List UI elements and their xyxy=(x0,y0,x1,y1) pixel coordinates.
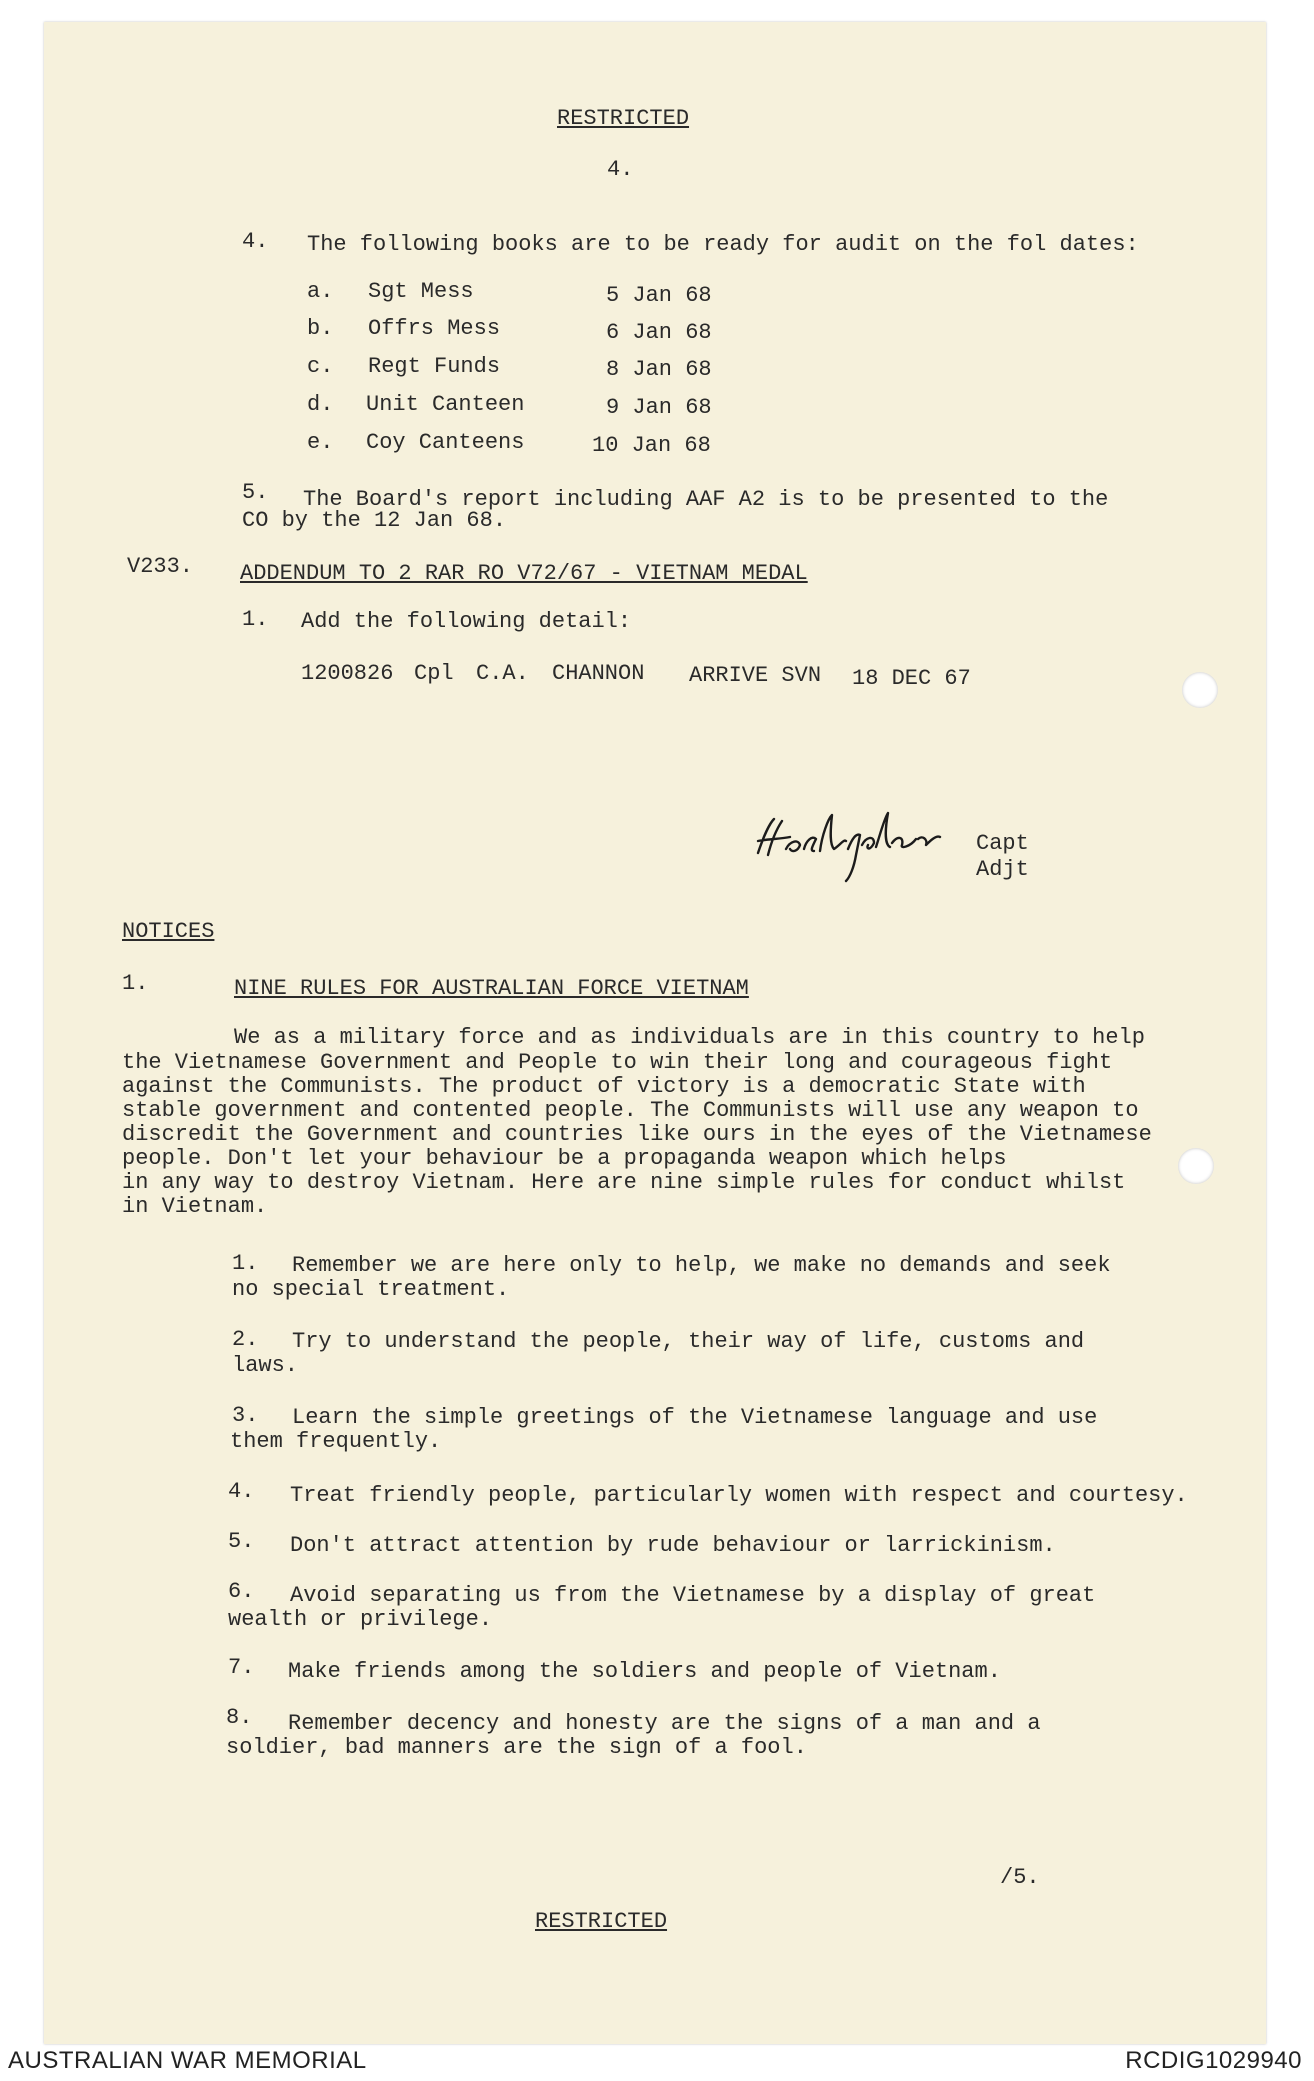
rule-number: 5. xyxy=(228,1529,255,1554)
classification-footer: RESTRICTED xyxy=(535,1909,668,1934)
section-4-intro: The following books are to be ready for audit on the fol dates: xyxy=(307,232,1139,257)
classification-header: RESTRICTED xyxy=(557,106,690,131)
rule-text-line-1: Try to understand the people, their way of life, customs and xyxy=(292,1329,1085,1354)
audit-item-letter: a. xyxy=(307,279,334,304)
notice-intro-line: against the Communists. The product of victory is a democratic State with xyxy=(122,1074,1086,1099)
rule-text-line-1: Remember we are here only to help, we make no demands and seek xyxy=(292,1253,1111,1278)
audit-item-date: 5 Jan 68 xyxy=(606,283,712,308)
order-item-text: Add the following detail: xyxy=(301,609,632,634)
rule-text-line-1: Don't attract attention by rude behaviour or larrickinism. xyxy=(290,1533,1056,1558)
rule-number: 4. xyxy=(228,1479,255,1504)
order-item-number: 1. xyxy=(242,607,269,632)
archive-caption-right: RCDIG1029940 xyxy=(1125,2047,1302,2074)
audit-item-letter: b. xyxy=(307,316,334,341)
audit-item-book: Offrs Mess xyxy=(368,316,501,341)
detail-event: ARRIVE SVN xyxy=(689,663,822,688)
audit-item-letter: c. xyxy=(307,354,334,379)
signature xyxy=(750,805,975,890)
detail-surname: CHANNON xyxy=(552,661,645,686)
detail-number: 1200826 xyxy=(301,661,394,686)
audit-item-book: Coy Canteens xyxy=(366,430,525,455)
signature-scrawl xyxy=(750,805,975,890)
notice-number: 1. xyxy=(122,971,149,996)
rule-text-line-1: Avoid separating us from the Vietnamese by a display of great xyxy=(290,1583,1096,1608)
rule-text-line-1: Make friends among the soldiers and people of Vietnam. xyxy=(288,1659,1001,1684)
rule-text-line-1: Learn the simple greetings of the Vietnamese language and use xyxy=(292,1405,1098,1430)
detail-initials: C.A. xyxy=(476,661,529,686)
rule-text-line-2: no special treatment. xyxy=(232,1277,510,1302)
notice-intro-line: in any way to destroy Vietnam. Here are nine simple rules for conduct whilst xyxy=(122,1170,1126,1195)
section-5-number: 5. xyxy=(242,480,269,505)
audit-item-book: Unit Canteen xyxy=(366,392,525,417)
rule-text-line-2: them frequently. xyxy=(230,1429,442,1454)
notice-title: NINE RULES FOR AUSTRALIAN FORCE VIETNAM xyxy=(234,976,749,1001)
audit-item-date: 6 Jan 68 xyxy=(606,320,712,345)
notice-intro-line: discredit the Government and countries like ours in the eyes of the Vietnamese xyxy=(122,1122,1152,1147)
notice-intro-line: stable government and contented people. The Communists will use any weapon to xyxy=(122,1098,1139,1123)
audit-item-book: Sgt Mess xyxy=(368,279,474,304)
page-number: 4. xyxy=(607,157,634,182)
signatory-appointment: Adjt xyxy=(976,857,1029,882)
notice-intro-line: the Vietnamese Government and People to win their long and courageous fight xyxy=(122,1050,1113,1075)
punch-hole-top xyxy=(1182,672,1218,708)
audit-item-date: 8 Jan 68 xyxy=(606,357,712,382)
rule-number: 8. xyxy=(226,1705,253,1730)
rule-number: 1. xyxy=(232,1251,259,1276)
notices-heading: NOTICES xyxy=(122,919,215,944)
continuation-marker: /5. xyxy=(1000,1865,1040,1890)
notice-intro-line: people. Don't let your behaviour be a propaganda weapon which helps xyxy=(122,1146,1007,1171)
rule-text-line-2: wealth or privilege. xyxy=(228,1607,493,1632)
rule-number: 7. xyxy=(228,1655,255,1680)
section-5-line-2: CO by the 12 Jan 68. xyxy=(242,508,507,533)
rule-text-line-1: Treat friendly people, particularly women with respect and courtesy. xyxy=(290,1483,1188,1508)
audit-item-date: 10 Jan 68 xyxy=(592,433,711,458)
order-title: ADDENDUM TO 2 RAR RO V72/67 - VIETNAM MEDAL xyxy=(240,561,808,586)
audit-item-letter: d. xyxy=(307,392,334,417)
section-5-line-1: The Board's report including AAF A2 is to be presented to the xyxy=(303,487,1109,512)
notice-intro-line: in Vietnam. xyxy=(122,1194,268,1219)
punch-hole-bottom xyxy=(1178,1148,1214,1184)
archive-caption-left: AUSTRALIAN WAR MEMORIAL xyxy=(8,2047,367,2074)
section-4-number: 4. xyxy=(242,229,269,254)
audit-item-letter: e. xyxy=(307,430,334,455)
audit-item-book: Regt Funds xyxy=(368,354,501,379)
detail-date: 18 DEC 67 xyxy=(852,666,971,691)
notice-intro-line: We as a military force and as individuals are in this country to help xyxy=(234,1025,1145,1050)
signatory-rank: Capt xyxy=(976,831,1029,856)
rule-number: 2. xyxy=(232,1327,259,1352)
rule-text-line-2: soldier, bad manners are the sign of a fool. xyxy=(226,1735,807,1760)
rule-text-line-2: laws. xyxy=(232,1353,299,1378)
rule-text-line-1: Remember decency and honesty are the signs of a man and a xyxy=(288,1711,1041,1736)
rule-number: 6. xyxy=(228,1579,255,1604)
rule-number: 3. xyxy=(232,1403,259,1428)
order-reference: V233. xyxy=(127,554,194,579)
audit-item-date: 9 Jan 68 xyxy=(606,395,712,420)
detail-rank: Cpl xyxy=(414,661,454,686)
